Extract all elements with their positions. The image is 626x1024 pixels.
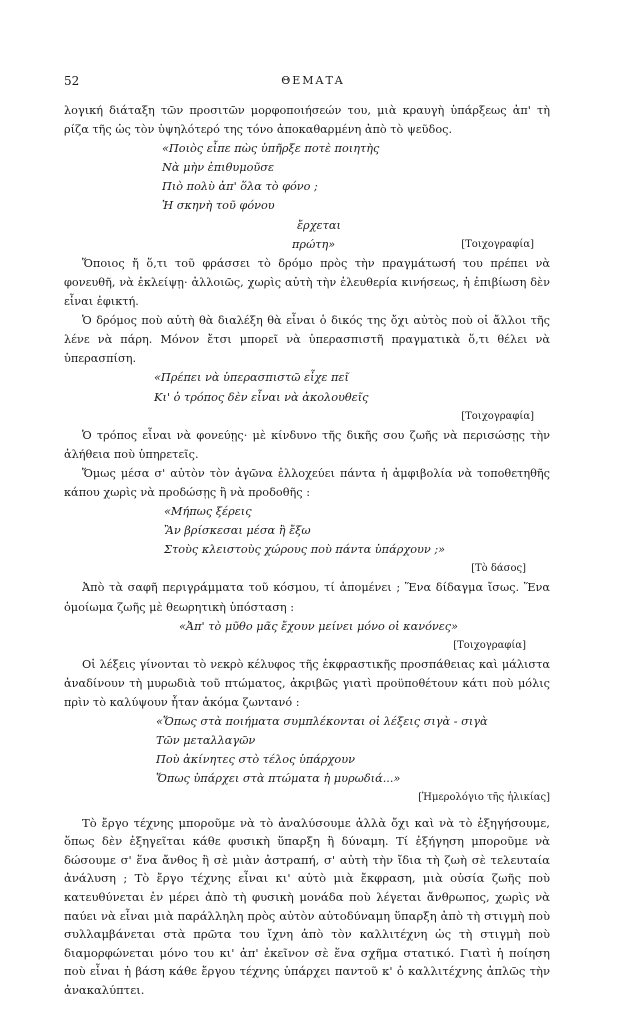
paragraph: λογική διάταξη τῶν προσιτῶν μορφοποιήσεών του, μιὰ κραυγὴ ὑπάρξεως ἀπ' τὴ ρίζα τῆς ὡς τὸν ὑψηλότερό της τόνο ἀποκαθαρμένη ἀπὸ τὸ ψεῦδος. [64, 104, 550, 137]
paragraph: Ὁ τρόπος εἶναι νὰ φονεύῃς· μὲ κίνδυνο τῆς δικῆς σου ζωῆς νὰ περισώσῃς τὴν ἀλήθεια ποὺ ὑπηρετεῖς. [64, 428, 550, 461]
poem-line: «Ποιὸς εἶπε πὼς ὑπῆρξε ποτὲ ποιητὴς [162, 142, 380, 156]
body-text [64, 101, 550, 1000]
poem-line: «Ὅπως στὰ ποιήματα συμπλέκονται οἱ λέξεις σιγὰ - σιγὰ [156, 715, 488, 729]
page-number: 52 [64, 74, 80, 88]
poem-quote [64, 502, 550, 578]
poem-line: Κι' ὁ τρόπος δὲν εἶναι νὰ ἀκολουθεῖς [154, 390, 369, 404]
poem-source: [Τὸ δάσος] [471, 563, 526, 575]
poem-quote [64, 139, 550, 254]
page-header [64, 74, 562, 90]
poem-line: Τῶν μεταλλαγῶν [156, 734, 256, 748]
poem-quote [64, 617, 550, 655]
poem-source: [Ἡμερολόγιο τῆς ἡλικίας] [418, 792, 550, 804]
paragraph: Ὅμως μέσα σ' αὐτὸν τὸν ἀγῶνα ἐλλοχεύει πάντα ἡ ἀμφιβολία νὰ τοποθετηθῆς κάπου χωρὶς νὰ προδώσῃς ἢ νὰ προδοθῆς : [64, 466, 550, 499]
poem-line: Ποὺ ἀκίνητες στὸ τέλος ὑπάρχουν [156, 753, 355, 767]
poem-quote [64, 368, 550, 425]
poem-source: [Τοιχογραφία] [461, 410, 534, 422]
paragraph: Τὸ ἔργο τέχνης μποροῦμε νὰ τὸ ἀναλύσουμε ἀλλὰ ὄχι καὶ νὰ τὸ ἐξηγήσουμε, ὅπως δὲν ἐξηγεῖται κάθε φυσικὴ ὕπαρξη ἢ δύναμη. Τί ἐξήγηση μποροῦμε νὰ δώσουμε σ' ἕνα ἄνθος ἢ σὲ μιὰν ἀστραπή, σ' αὐτὴ τὴν ἴδια τὴ ζωὴ σὲ τελευταία ἀνάλυση ; Τὸ ἔργο τέχνης εἶναι κι' αὐτὸ μιὰ ἔκφραση, μιὰ οὐσία ζωῆς ποὺ κατευθύνεται ἐν μέρει ἀπὸ τὴ φυσικὴ μονάδα ποὺ λέγεται ἄνθρωπος, χωρὶς νὰ παύει νὰ εἶναι μιὰ παράλληλη πρὸς αὐτὸν αὐτοδύναμη ὕπαρξη ἀπὸ τὴ στιγμὴ ποὺ συλλαμβάνεται στὰ πρῶτα του ἴχνη ἀπὸ τὸν καλλιτέχνη ὡς τὴ στιγμὴ ποὺ διαμορφώνεται μόνο του κι' ἀπ' ἐκεῖνον σὲ ἕνα σχῆμα στατικό. Γιατὶ ἡ ποίηση ποὺ εἶναι ἡ βάση κάθε ἔργου τέχνης ὑπάρχει παντοῦ κ' ὁ καλλιτέχνης ἁπλῶς τὴν ἀνακαλύπτει. [64, 815, 550, 997]
poem-source: [Τοιχογραφία] [461, 238, 534, 250]
poem-source: [Τοιχογραφία] [453, 639, 526, 651]
paragraph: Οἱ λέξεις γίνονται τὸ νεκρὸ κέλυφος τῆς ἐκφραστικῆς προσπάθειας καὶ μάλιστα ἀναδίνουν τὴ μυρωδιὰ τοῦ πτώματος, ἀκριβῶς γιατὶ προϋποθέτουν κάτι ποὺ μόλις πρὶν τὸ καλύψουν ἦταν ἀκόμα ζωντανό : [64, 657, 550, 709]
poem-line: Πιὸ πολὺ ἀπ' ὅλα τὸ φόνο ; [162, 180, 318, 194]
poem-line: «Ἀπ' τὸ μῦθο μᾶς ἔχουν μείνει μόνο οἱ κανόνες» [179, 619, 459, 633]
poem-line: «Πρέπει νὰ ὑπερασπιστῶ εἶχε πεῖ [154, 371, 349, 385]
poem-quote [64, 712, 550, 807]
paragraph: Ὅποιος ἤ ὅ,τι τοῦ φράσσει τὸ δρόμο πρὸς τὴν πραγμάτωσή του πρέπει νὰ φονευθῆ, νὰ ἐκλείψῃ· ἀλλοιῶς, χωρὶς αὐτὴ τὴν ἐλευθερία κινήσεως, ἡ ἐπιβίωση δὲν εἶναι ἐφικτή. [64, 256, 550, 309]
paragraph: Ἀπὸ τὰ σαφῆ περιγράμματα τοῦ κόσμου, τί ἀπομένει ; Ἕνα δίδαγμα ἴσως. Ἕνα ὁμοίωμα ζωῆς μὲ θεωρητικὴ ὑπόσταση : [64, 581, 550, 614]
poem-line: Ἂν βρίσκεσαι μέσα ἢ ἔξω [164, 524, 311, 538]
poem-line: «Μήπως ξέρεις [164, 505, 252, 519]
poem-line: Ἡ σκηνὴ τοῦ φόνου [162, 199, 275, 213]
poem-line: Νὰ μὴν ἐπιθυμοῦσε [162, 161, 275, 175]
poem-line: Στοὺς κλειστοὺς χώρους ποὺ πάντα ὑπάρχουν ;» [164, 543, 446, 557]
poem-line: ἔρχεται [297, 218, 341, 232]
running-title: ΘΕΜΑΤΑ [281, 74, 345, 87]
paragraph: Ὁ δρόμος ποὺ αὐτὴ θὰ διαλέξη θὰ εἶναι ὁ δικός της ὄχι αὐτὸς ποὺ οἱ ἄλλοι τῆς λένε νὰ πάρη. Μόνον ἔτσι μπορεῖ νὰ ὑπερασπιστῆ πραγματικὰ ὅ,τι θέλει νὰ ὑπερασπίση. [64, 314, 550, 366]
poem-line: πρώτη» [292, 237, 336, 251]
poem-line: Ὅπως ὑπάρχει στὰ πτώματα ἡ μυρωδιά...» [156, 772, 401, 786]
